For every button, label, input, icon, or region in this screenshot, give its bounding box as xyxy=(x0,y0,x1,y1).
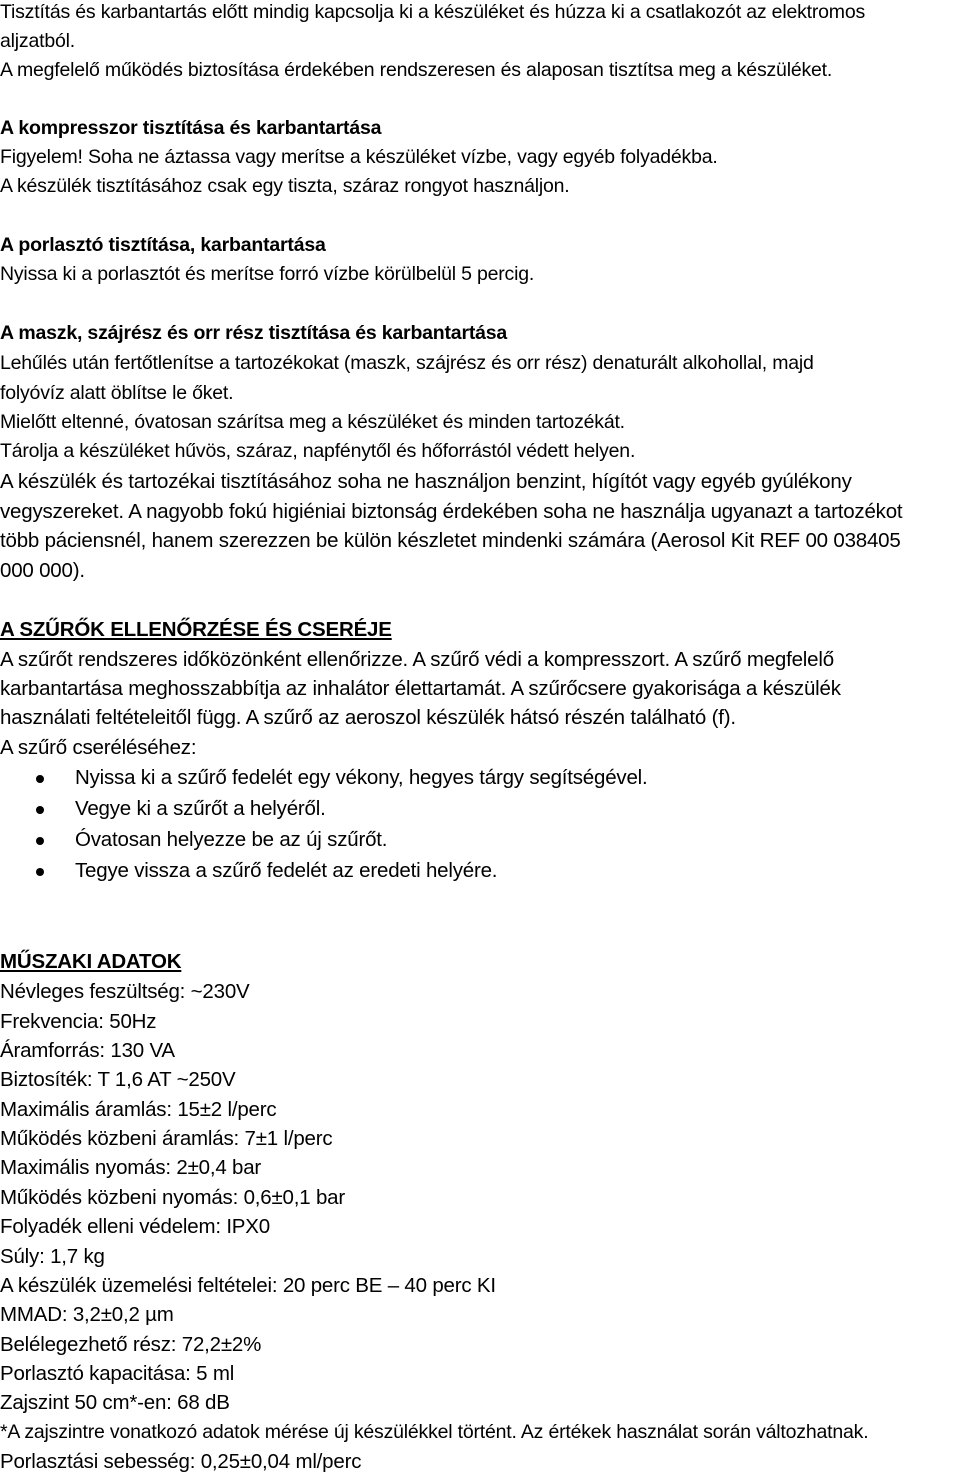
mask-line: Mielőtt eltenné, óvatosan szárítsa meg a készüléket és minden tartozékát. xyxy=(0,411,625,433)
spec-line: Belélegezhető rész: 72,2±2% xyxy=(0,1333,262,1356)
spec-line: Biztosíték: T 1,6 AT ~250V xyxy=(0,1068,236,1091)
mask-line: 000 000). xyxy=(0,559,85,582)
spec-line: Névleges feszültség: ~230V xyxy=(0,980,250,1003)
compressor-line: Figyelem! Soha ne áztassa vagy merítse a készüléket vízbe, vagy egyéb folyadékba. xyxy=(0,146,718,168)
section-heading-compressor: A kompresszor tisztítása és karbantartása xyxy=(0,117,382,139)
filters-line: karbantartása meghosszabbítja az inhalátor élettartamát. A szűrőcsere gyakorisága a készülék xyxy=(0,677,841,700)
intro-line: A megfelelő működés biztosítása érdekében rendszeresen és alaposan tisztítsa meg a készüléket. xyxy=(0,59,833,81)
filter-step: Nyissa ki a szűrő fedelét egy vékony, hegyes tárgy segítségével. xyxy=(75,766,648,789)
spec-footnote: *A zajszintre vonatkozó adatok mérése új készülékkel történt. Az értékek használat során változhatnak. xyxy=(0,1421,869,1443)
spec-line: Maximális áramlás: 15±2 l/perc xyxy=(0,1098,277,1121)
mask-line: Lehűlés után fertőtlenítse a tartozékokat (maszk, szájrész és orr rész) denaturált alkohollal, majd xyxy=(0,352,814,374)
spec-line: Áramforrás: 130 VA xyxy=(0,1039,175,1062)
bullet-icon xyxy=(36,837,44,845)
spec-line: Súly: 1,7 kg xyxy=(0,1245,105,1268)
intro-line: Tisztítás és karbantartás előtt mindig kapcsolja ki a készüléket és húzza ki a csatlakozót az elektromos xyxy=(0,1,866,23)
filter-step: Vegye ki a szűrőt a helyéről. xyxy=(75,797,326,820)
spec-line: Maximális nyomás: 2±0,4 bar xyxy=(0,1156,262,1179)
compressor-line: A készülék tisztításához csak egy tiszta, száraz rongyot használjon. xyxy=(0,175,570,197)
spec-line: Zajszint 50 cm*-en: 68 dB xyxy=(0,1391,230,1414)
section-heading-mask: A maszk, szájrész és orr rész tisztítása és karbantartása xyxy=(0,322,508,344)
spec-line: Frekvencia: 50Hz xyxy=(0,1010,157,1033)
mask-line: folyóvíz alatt öblítse le őket. xyxy=(0,382,234,404)
section-heading-filters: A SZŰRŐK ELLENŐRZÉSE ÉS CSERÉJE xyxy=(0,618,392,641)
bullet-icon xyxy=(36,775,44,783)
section-heading-nebulizer: A porlasztó tisztítása, karbantartása xyxy=(0,234,326,256)
filter-step: Óvatosan helyezze be az új szűrőt. xyxy=(75,828,388,851)
mask-line: vegyszereket. A nagyobb fokú higiéniai biztonság érdekében soha ne használja ugyanazt a tartozékot xyxy=(0,500,903,523)
section-heading-specs: MŰSZAKI ADATOK xyxy=(0,950,182,973)
mask-line: több páciensnél, hanem szerezzen be külön készletet mindenki számára (Aerosol Kit REF 00 038405 xyxy=(0,529,901,552)
mask-line: Tárolja a készüléket hűvös, száraz, napfénytől és hőforrástól védett helyen. xyxy=(0,440,636,462)
spec-line: Működés közbeni áramlás: 7±1 l/perc xyxy=(0,1127,333,1150)
filters-line: használati feltételeitől függ. A szűrő az aeroszol készülék hátsó részén található (f). xyxy=(0,706,736,729)
spec-line: Működés közbeni nyomás: 0,6±0,1 bar xyxy=(0,1186,345,1209)
spec-line: Porlasztási sebesség: 0,25±0,04 ml/perc xyxy=(0,1450,362,1473)
intro-line: aljzatból. xyxy=(0,30,75,52)
filters-line: A szűrő cseréléséhez: xyxy=(0,736,197,759)
filter-step: Tegye vissza a szűrő fedelét az eredeti helyére. xyxy=(75,859,498,882)
filters-line: A szűrőt rendszeres időközönként ellenőrizze. A szűrő védi a kompresszort. A szűrő megfelelő xyxy=(0,648,834,671)
bullet-icon xyxy=(36,868,44,876)
bullet-icon xyxy=(36,806,44,814)
spec-line: Porlasztó kapacitása: 5 ml xyxy=(0,1362,235,1385)
mask-line: A készülék és tartozékai tisztításához soha ne használjon benzint, hígítót vagy egyéb gyúlékony xyxy=(0,470,852,493)
spec-line: MMAD: 3,2±0,2 µm xyxy=(0,1303,174,1326)
spec-line: Folyadék elleni védelem: IPX0 xyxy=(0,1215,270,1238)
nebulizer-line: Nyissa ki a porlasztót és merítse forró vízbe körülbelül 5 percig. xyxy=(0,263,535,285)
spec-line: A készülék üzemelési feltételei: 20 perc BE – 40 perc KI xyxy=(0,1274,496,1297)
